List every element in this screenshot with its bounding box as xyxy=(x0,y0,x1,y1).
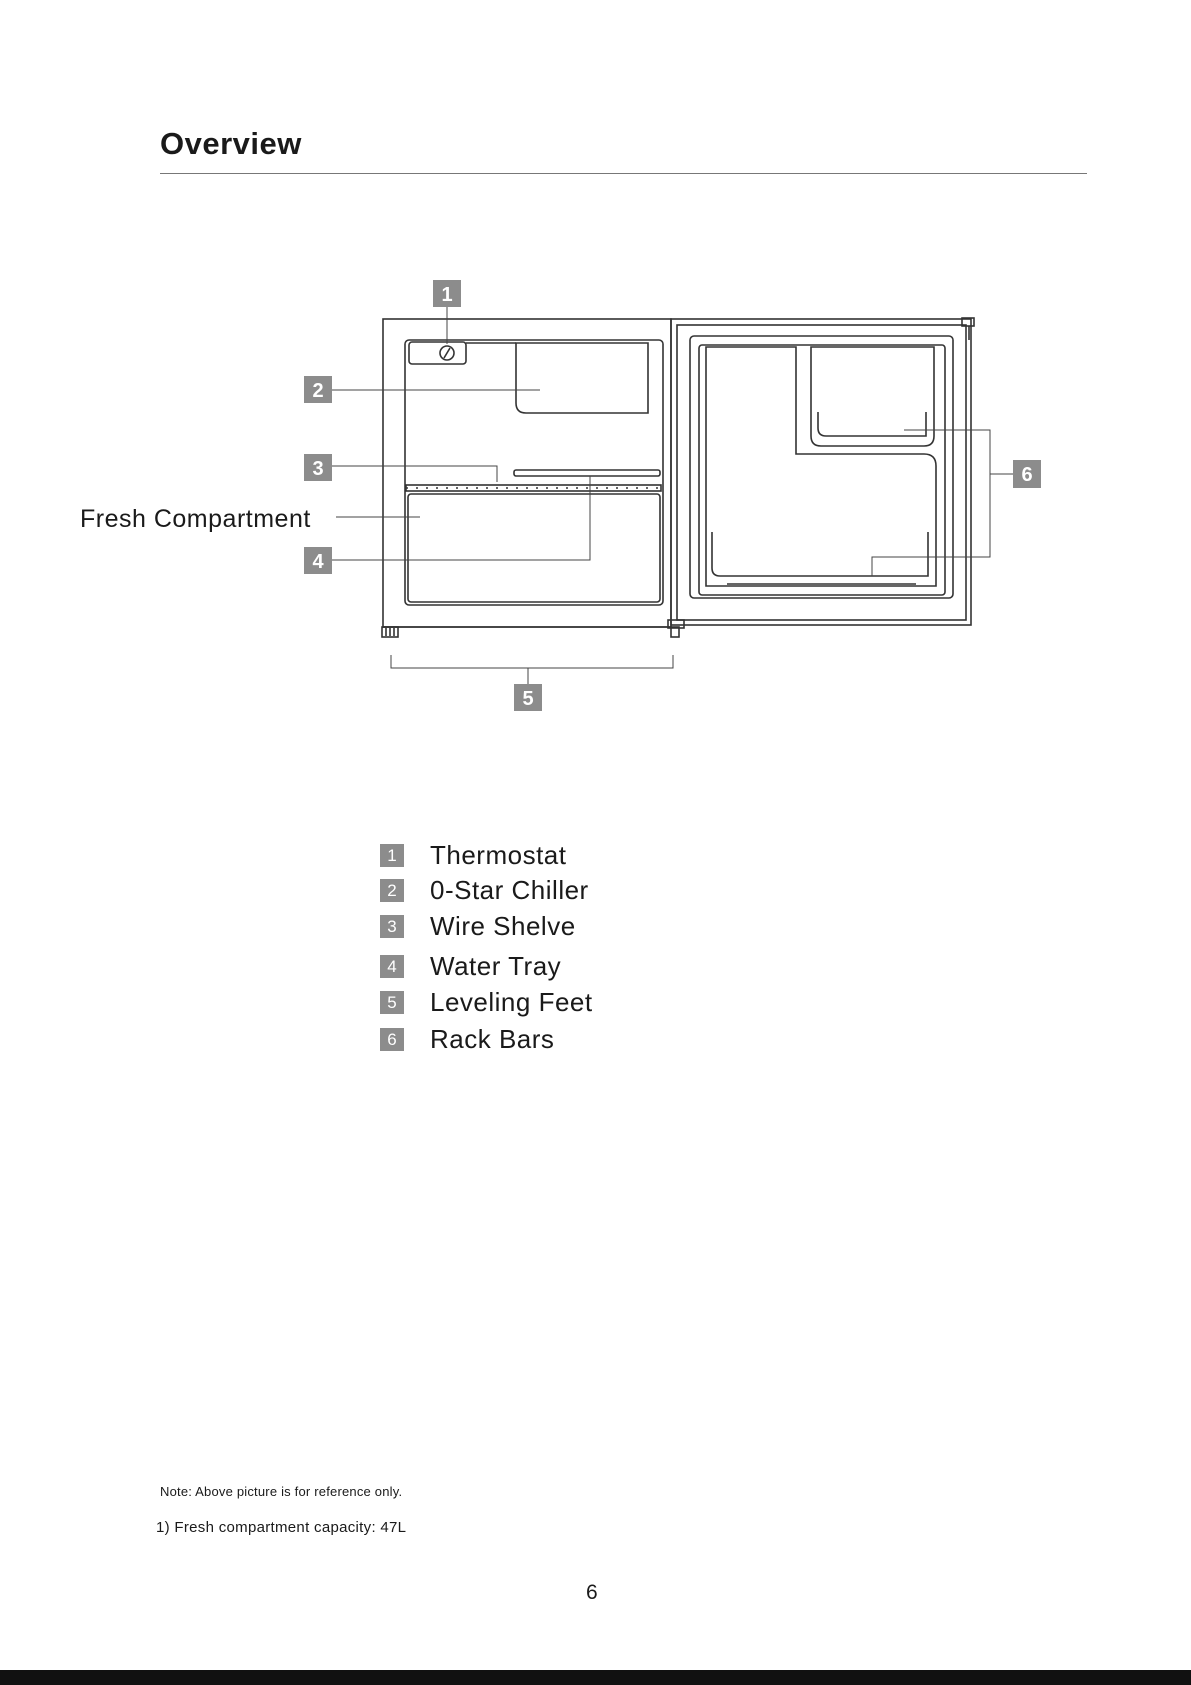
callout-6 xyxy=(1013,460,1041,488)
callout-1-label: 1 xyxy=(441,284,453,306)
capacity-note: 1) Fresh compartment capacity: 47L xyxy=(156,1519,407,1536)
callout-1 xyxy=(433,280,461,307)
callout-3 xyxy=(304,454,332,481)
page-number: 6 xyxy=(586,1581,598,1604)
legend-label: Thermostat xyxy=(430,840,567,870)
legend-number-badge: 6 xyxy=(380,1028,404,1051)
callout-2-label: 2 xyxy=(312,380,324,402)
bottom-edge-bar xyxy=(0,1670,1191,1685)
legend-label: 0-Star Chiller xyxy=(430,875,589,905)
callout-6-label: 6 xyxy=(1021,464,1033,486)
fresh-compartment-label: Fresh Compartment xyxy=(80,505,311,533)
callout-5 xyxy=(514,684,542,711)
fridge-cabinet xyxy=(382,319,684,637)
callout-5-label: 5 xyxy=(522,688,534,710)
callout-3-label: 3 xyxy=(312,458,324,480)
legend-number-badge: 5 xyxy=(380,991,404,1014)
fridge-door xyxy=(671,318,974,625)
callout-4-label: 4 xyxy=(312,551,324,573)
legend-label: Wire Shelve xyxy=(430,911,576,941)
legend-number-badge: 1 xyxy=(380,844,404,867)
legend-number-badge: 4 xyxy=(380,955,404,978)
page-title: Overview xyxy=(160,126,302,161)
legend-label: Leveling Feet xyxy=(430,987,593,1017)
legend-number-badge: 2 xyxy=(380,879,404,902)
legend-label: Rack Bars xyxy=(430,1024,555,1054)
parts-legend xyxy=(380,842,780,1072)
legend-number-badge: 3 xyxy=(380,915,404,938)
callout-4 xyxy=(304,547,332,574)
reference-note: Note: Above picture is for reference only. xyxy=(160,1484,403,1499)
callout-2 xyxy=(304,376,332,403)
legend-label: Water Tray xyxy=(430,951,562,981)
fridge-diagram xyxy=(0,0,1191,760)
